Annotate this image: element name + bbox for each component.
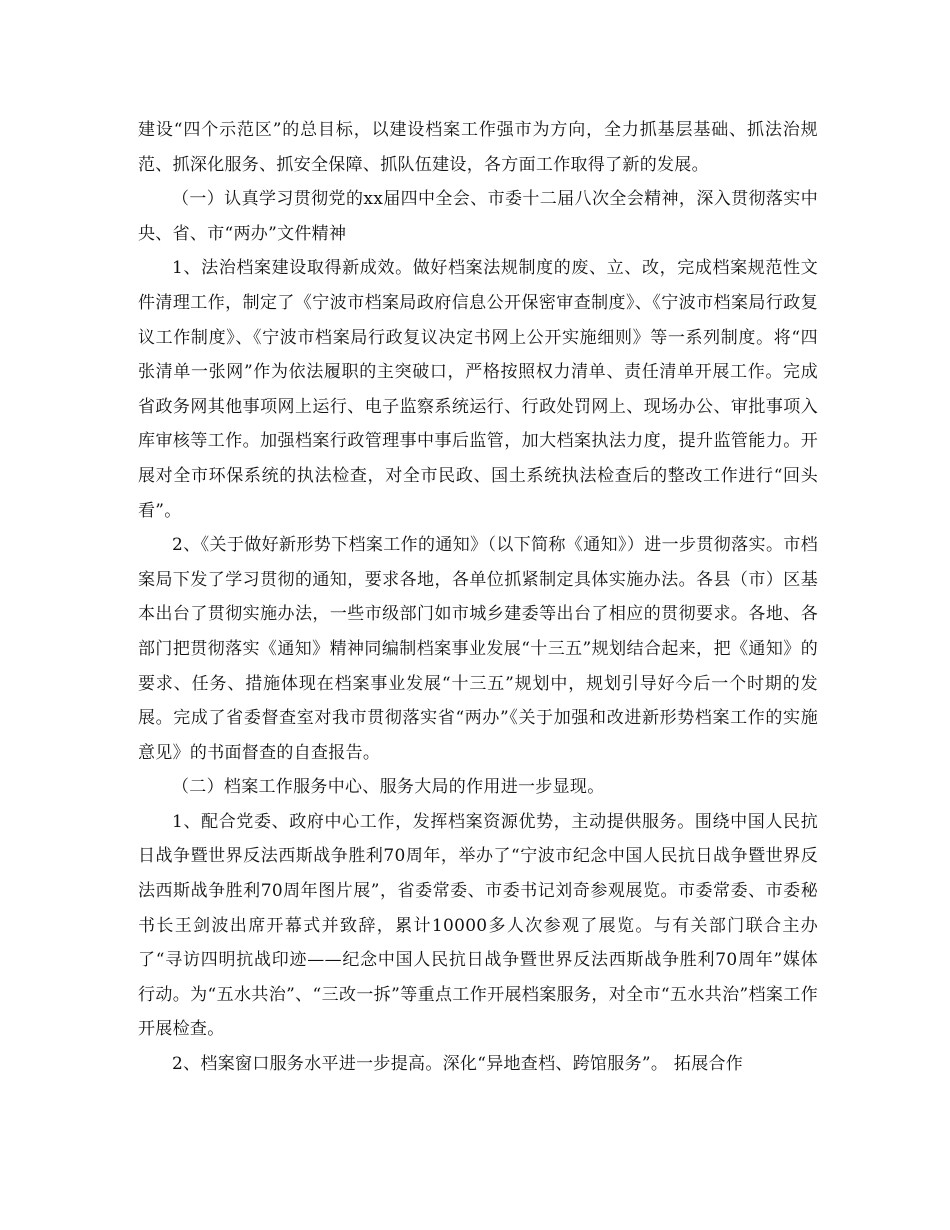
paragraph-legal-archives: 1、法治档案建设取得新成效。做好档案法规制度的废、立、改，完成档案规范性文件清理工作，制定了《宁波市档案局政府信息公开保密审查制度》、《宁波市档案局行政复议工作制度》、《宁波市档案局行政复议决定书网上公开实施细则》等一系列制度。将“四张清单一张网”作为依法履职的主突破口，严格按照权力清单、责任清单开展工作。完成省政务网其他事项网上运行、电子监察系统运行、行政处罚网上、现场办公、审批事项入库审核等工作。加强档案行政管理事中事后监管，加大档案执法力度，提升监管能力。开展对全市环保系统的执法检查，对全市民政、国土系统执法检查后的整改工作进行“回头看”。 [138,258,818,521]
paragraph-window-service: 2、档案窗口服务水平进一步提高。深化“异地查档、跨馆服务”。 拓展合作 [172,1054,744,1075]
document-body [138,113,818,1082]
section-heading-1: （一）认真学习贯彻党的xx届四中全会、市委十二届八次全会精神，深入贯彻落实中央、省、市“两办”文件精神 [138,189,818,244]
paragraph-notice-implementation: 2、《关于做好新形势下档案工作的通知》（以下简称《通知》）进一步贯彻落实。市档案局下发了学习贯彻的通知，要求各地，各单位抓紧制定具体实施办法。各县（市）区基本出台了贯彻实施办法，一些市级部门如市城乡建委等出台了相应的贯彻要求。各地、各部门把贯彻落实《通知》精神同编制档案事业发展“十三五”规划结合起来，把《通知》的要求、任务、措施体现在档案事业发展“十三五”规划中，规划引导好今后一个时期的发展。完成了省委督查室对我市贯彻落实省“两办”《关于加强和改进新形势档案工作的实施意见》的书面督查的自查报告。 [138,535,818,763]
paragraph-intro: 建设“四个示范区”的总目标，以建设档案工作强市为方向，全力抓基层基础、抓法治规范、抓深化服务、抓安全保障、抓队伍建设，各方面工作取得了新的发展。 [138,120,818,175]
paragraph-central-work-service: 1、配合党委、政府中心工作，发挥档案资源优势，主动提供服务。围绕中国人民抗日战争暨世界反法西斯战争胜利70周年，举办了“宁波市纪念中国人民抗日战争暨世界反法西斯战争胜利70周年图片展”，省委常委、市委书记刘奇参观展览。市委常委、市委秘书长王剑波出席开幕式并致辞，累计10000多人次参观了展览。与有关部门联合主办了“寻访四明抗战印迹——纪念中国人民抗日战争暨世界反法西斯战争胜利70周年”媒体行动。为“五水共治”、“三改一拆”等重点工作开展档案服务，对全市“五水共治”档案工作开展检查。 [138,811,818,1040]
section-heading-2: （二）档案工作服务中心、服务大局的作用进一步显现。 [172,777,605,798]
